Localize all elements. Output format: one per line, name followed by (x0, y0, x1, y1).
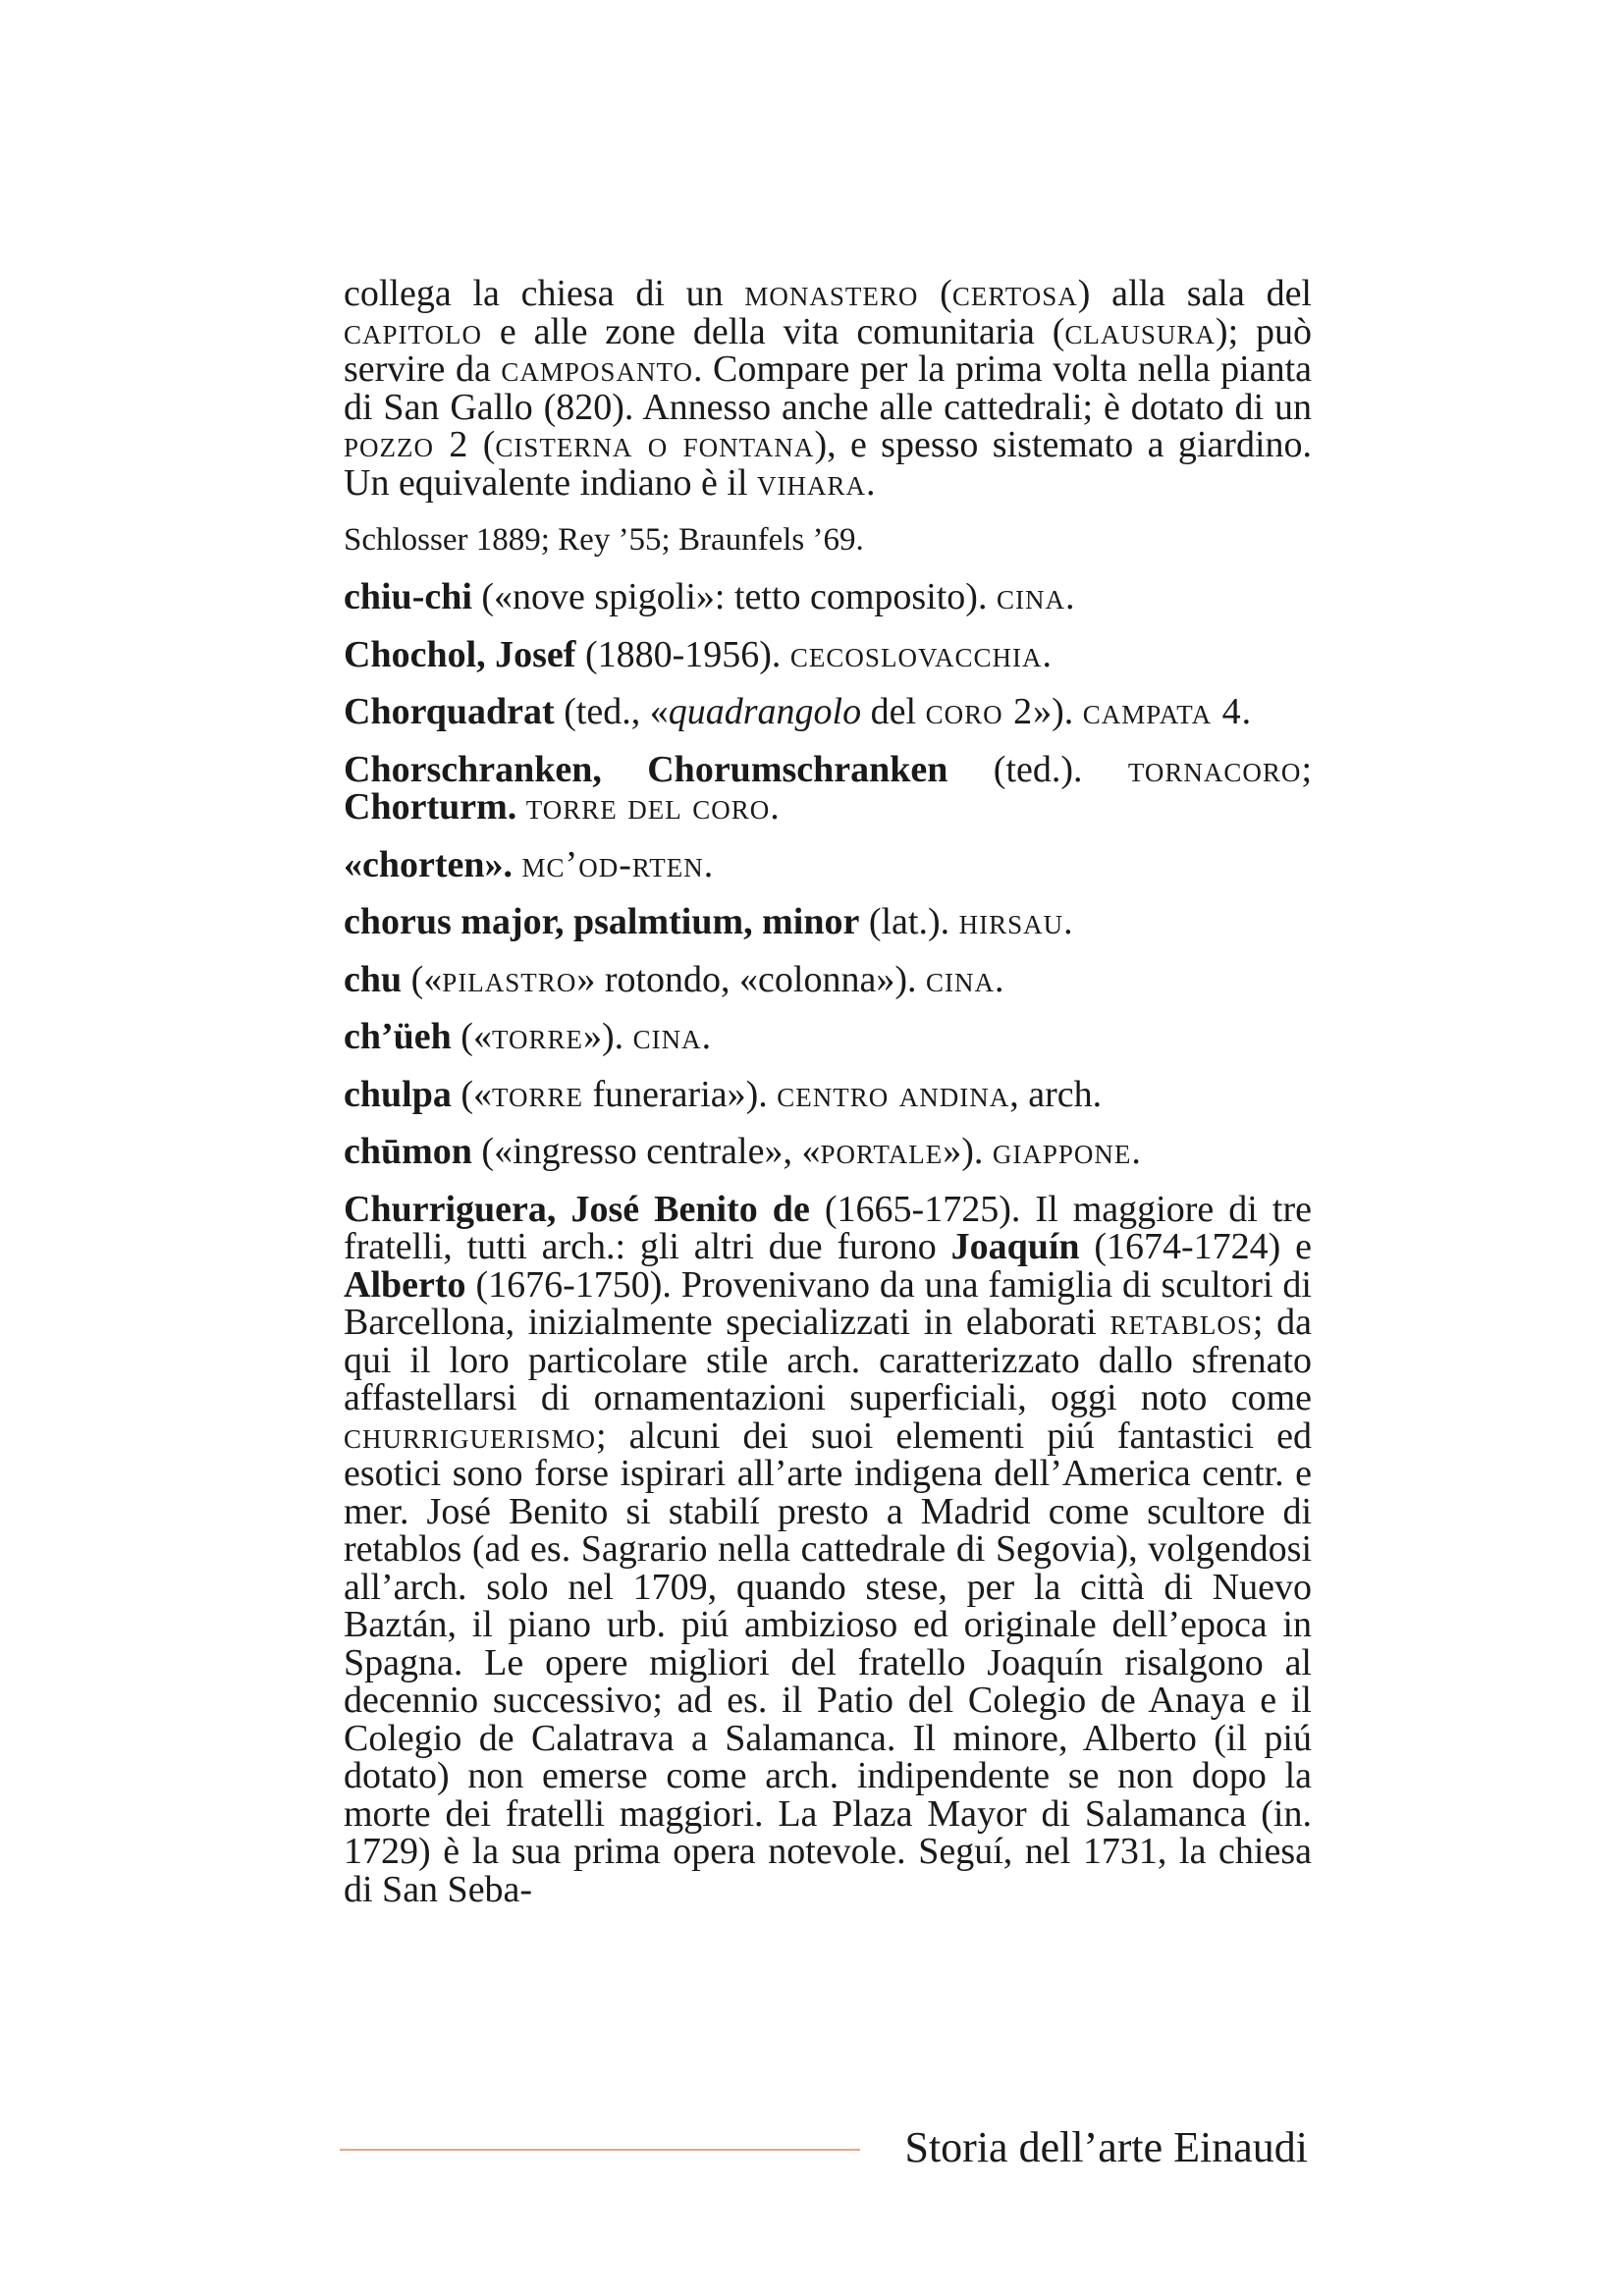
entry-text: (1676-1750). Provenivano da una famiglia di scultori di Barcellona, inizialmente specializzati in elaborati (344, 1263, 1312, 1343)
entry-text: e alle zone della vita comunitaria ( (482, 310, 1065, 352)
entry-text: . (703, 843, 714, 885)
dictionary-entry (344, 843, 1312, 885)
entry-text: ) alla sala del (1077, 273, 1312, 314)
entry-text: ; da qui il loro particolare stile arch. caratterizzato dallo sfrenato affastellarsi di ornamentazioni superficiali, oggi noto come (344, 1302, 1312, 1418)
entry-headword: chiu-chi (344, 576, 472, 617)
entry-text: Schlosser 1889; Rey ’55; Braunfels ’69. (344, 522, 864, 558)
cross-reference: campata 4 (1082, 691, 1242, 732)
entry-headword: chorus major, psalmtium, minor (344, 901, 860, 942)
entry-headword: chulpa (344, 1073, 452, 1115)
entry-text: ); può servire da (344, 310, 1312, 390)
entry-text: ; alcuni dei suoi elementi piú fantastici ed esotici sono forse ispirari all’arte indigena dell’America centr. e mer. José Benito si stabilí presto a Madrid come scultore di retablos (ad es. Sagrario nella cattedrale di Segovia), volgendosi all’arch. solo nel 1709, quando stese, per la città di Nuevo Baztán, il piano urb. piú ambizioso ed originale dell’epoca in Spagna. Le opere migliori del fratello Joaquín risalgono al decennio successivo; ad es. il Patio del Colegio de Anaya e il Colegio de Calatrava a Salamanca. Il minore, Alberto (il piú dotato) non emerse come arch. indipendente se non dopo la morte dei fratelli maggiori. La Plaza Mayor di Salamanca (in. 1729) è la sua prima opera notevole. Seguí, nel 1731, la chiesa di San Seba- (344, 1415, 1312, 1910)
entry-text (513, 844, 522, 885)
cross-reference: pilastro (442, 958, 577, 1000)
entry-text: . (1042, 633, 1052, 675)
entry-text: («nove spigoli»: tetto composito). (471, 576, 997, 617)
dictionary-entry (344, 903, 1312, 941)
entry-headword: Chochol, Josef (344, 633, 576, 675)
cross-reference: mc’od-rten (521, 843, 704, 885)
cross-reference: capitolo (344, 310, 483, 352)
cross-reference: cina (996, 576, 1065, 617)
entry-text: »). (582, 1016, 633, 1057)
dictionary-text-column (344, 275, 1312, 1908)
entry-text: . (866, 461, 876, 504)
cross-reference: tornacoro (1127, 748, 1302, 790)
cross-reference: torre del coro (525, 786, 771, 828)
entry-text: del (861, 691, 926, 732)
cross-reference: clausura (1064, 310, 1216, 352)
entry-text: ( (468, 424, 496, 465)
entry-text: funeraria»). (583, 1073, 778, 1115)
dictionary-entry (344, 958, 1312, 1000)
cross-reference: camposanto (501, 348, 693, 390)
entry-headword: Chorschranken, Chorumschranken (344, 748, 948, 790)
bibliography-line (344, 521, 1312, 559)
entry-text: . (1063, 901, 1073, 942)
cross-reference: cisterna o fontana (495, 424, 815, 465)
cross-reference: cina (632, 1016, 702, 1057)
dictionary-entry (344, 1133, 1312, 1171)
cross-reference: churriguerismo (344, 1415, 597, 1457)
cross-reference: centro andina (777, 1073, 1010, 1115)
entry-headword: chu (344, 958, 403, 1000)
entry-text: (1880-1956). (575, 633, 790, 675)
entry-text: ), e spesso sistemato a giardino. Un equivalente indiano è il (344, 424, 1313, 504)
cross-reference: coro 2 (925, 691, 1034, 732)
page-footer (340, 2120, 1308, 2179)
entry-headword: Joaquín (950, 1226, 1080, 1267)
entry-headword: chūmon (344, 1131, 472, 1172)
entry-headword: Churriguera, José Benito de (344, 1188, 810, 1230)
footer-title: Storia dell’arte Einaudi (904, 2123, 1308, 2171)
entry-text: (lat.). (859, 901, 959, 942)
cross-reference: torre (491, 1073, 583, 1115)
entry-text: (ted.). (947, 748, 1128, 790)
entry-text: »). (1033, 691, 1083, 732)
entry-text: (« (451, 1016, 492, 1057)
entry-text: »). (943, 1131, 993, 1172)
cross-reference: hirsau (958, 901, 1064, 942)
cross-reference: retablos (1109, 1302, 1253, 1343)
entry-text: . (701, 1016, 712, 1057)
entry-text: . (994, 958, 1004, 1000)
entry-text: quadrangolo (668, 691, 862, 732)
entry-headword: Alberto (344, 1263, 466, 1306)
entry-text: (1674-1724) e (1079, 1226, 1312, 1267)
cross-reference: monastero (744, 273, 919, 314)
entry-text: («ingresso centrale», « (471, 1131, 821, 1172)
entry-text: . (1131, 1131, 1141, 1172)
dictionary-entry (344, 748, 1312, 828)
entry-text: (1665-1725). Il maggiore di tre fratelli, tutti arch.: gli altri due furono (344, 1188, 1313, 1267)
entry-headword: Chorturm. (344, 786, 517, 828)
entry-text: , arch. (1009, 1073, 1103, 1115)
entry-text: . (1064, 576, 1075, 617)
cross-reference: certosa (951, 273, 1078, 314)
cross-reference: pozzo 2 (344, 424, 469, 465)
cross-reference: portale (820, 1131, 944, 1172)
footer-rule (340, 2149, 860, 2151)
entry-text: (« (451, 1073, 492, 1115)
entry-text: (ted., « (554, 691, 669, 732)
entry-text (516, 786, 526, 828)
dictionary-entry (344, 578, 1312, 616)
cross-reference: vihara (757, 461, 867, 504)
dictionary-entry (344, 1188, 1313, 1910)
entry-text: (« (402, 958, 443, 1000)
entry-headword: «chorten». (344, 843, 514, 885)
entry-headword: ch’üeh (344, 1016, 452, 1057)
entry-text: . (1241, 691, 1252, 732)
entry-text: ; (1301, 748, 1312, 790)
dictionary-entry (344, 275, 1312, 502)
entry-text: ( (918, 273, 952, 314)
dictionary-entry (344, 633, 1312, 675)
entry-headword: Chorquadrat (344, 691, 555, 732)
cross-reference: torre (491, 1016, 583, 1057)
entry-text: . (770, 786, 780, 828)
entry-text: . Compare per la prima volta nella pianta di San Gallo (820). Annesso anche alle cattedrali; è dotato di un (344, 348, 1312, 428)
entry-text: » rotondo, «colonna»). (576, 958, 926, 1000)
dictionary-entry (344, 693, 1312, 731)
cross-reference: cecoslovacchia (789, 633, 1043, 675)
cross-reference: cina (925, 958, 995, 1000)
cross-reference: giappone (992, 1131, 1132, 1172)
dictionary-entry (344, 1073, 1312, 1115)
dictionary-entry (344, 1018, 1312, 1056)
entry-text: collega la chiesa di un (344, 273, 745, 314)
